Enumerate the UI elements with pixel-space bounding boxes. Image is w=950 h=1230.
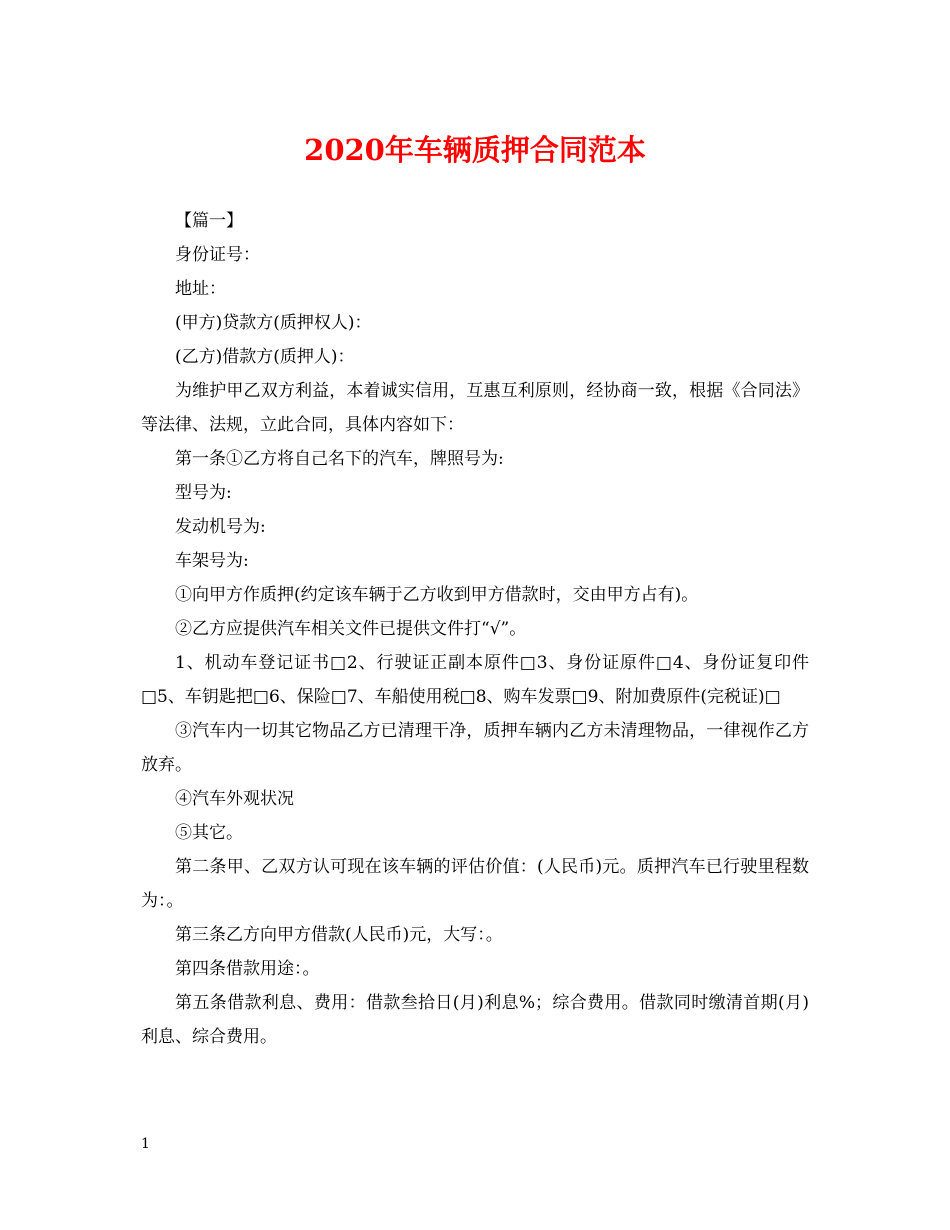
paragraph-engine-number: 发动机号为: [175,517,266,537]
paragraph-pledge-term: ①向甲方作质押(约定该车辆于乙方收到甲方借款时，交由甲方占有)。 [175,585,699,605]
paragraph-other: ⑤其它。 [175,823,243,843]
paragraph-party-b: (乙方)借款方(质押人)： [175,347,355,367]
paragraph-id-number: 身份证号： [175,245,260,265]
paragraph-preamble: 为维护甲乙双方利益，本着诚实信用，互惠互利原则，经协商一致，根据《合同法》等法律、法规，立此合同，具体内容如下： [141,381,809,435]
document-title: 2020年车辆质押合同范本 [304,133,646,167]
paragraph-documents-list: 1、机动车登记证书□2、行驶证正副本原件□3、身份证原件□4、身份证复印件□5、车钥匙把□6、保险□7、车船使用税□8、购车发票□9、附加费原件(完税证)□ [141,653,809,707]
paragraph-article-2: 第二条甲、乙双方认可现在该车辆的评估价值：(人民币)元。质押汽车已行驶里程数为：。 [141,857,809,911]
paragraph-article-3: 第三条乙方向甲方借款(人民币)元，大写：。 [175,925,503,945]
paragraph-section-heading: 【篇一】 [175,211,243,231]
paragraph-frame-number: 车架号为: [175,551,249,571]
paragraph-party-a: (甲方)贷款方(质押权人)： [175,313,372,333]
paragraph-article-5: 第五条借款利息、费用：借款叁拾日(月)利息%；综合费用。借款同时缴清首期(月)利息、综合费用。 [141,993,809,1047]
paragraph-article-1: 第一条①乙方将自己名下的汽车，牌照号为: [175,449,504,469]
paragraph-vehicle-contents: ③汽车内一切其它物品乙方已清理干净，质押车辆内乙方未清理物品，一律视作乙方放弃。 [141,721,809,775]
paragraph-exterior-condition: ④汽车外观状况 [175,789,294,809]
paragraph-documents-note: ②乙方应提供汽车相关文件已提供文件打“√”。 [175,619,527,639]
paragraph-address: 地址： [175,279,226,299]
paragraph-article-4: 第四条借款用途：。 [175,959,320,979]
page-number: 1 [141,1136,150,1152]
paragraph-model: 型号为: [175,483,232,503]
document-body [141,204,809,1054]
